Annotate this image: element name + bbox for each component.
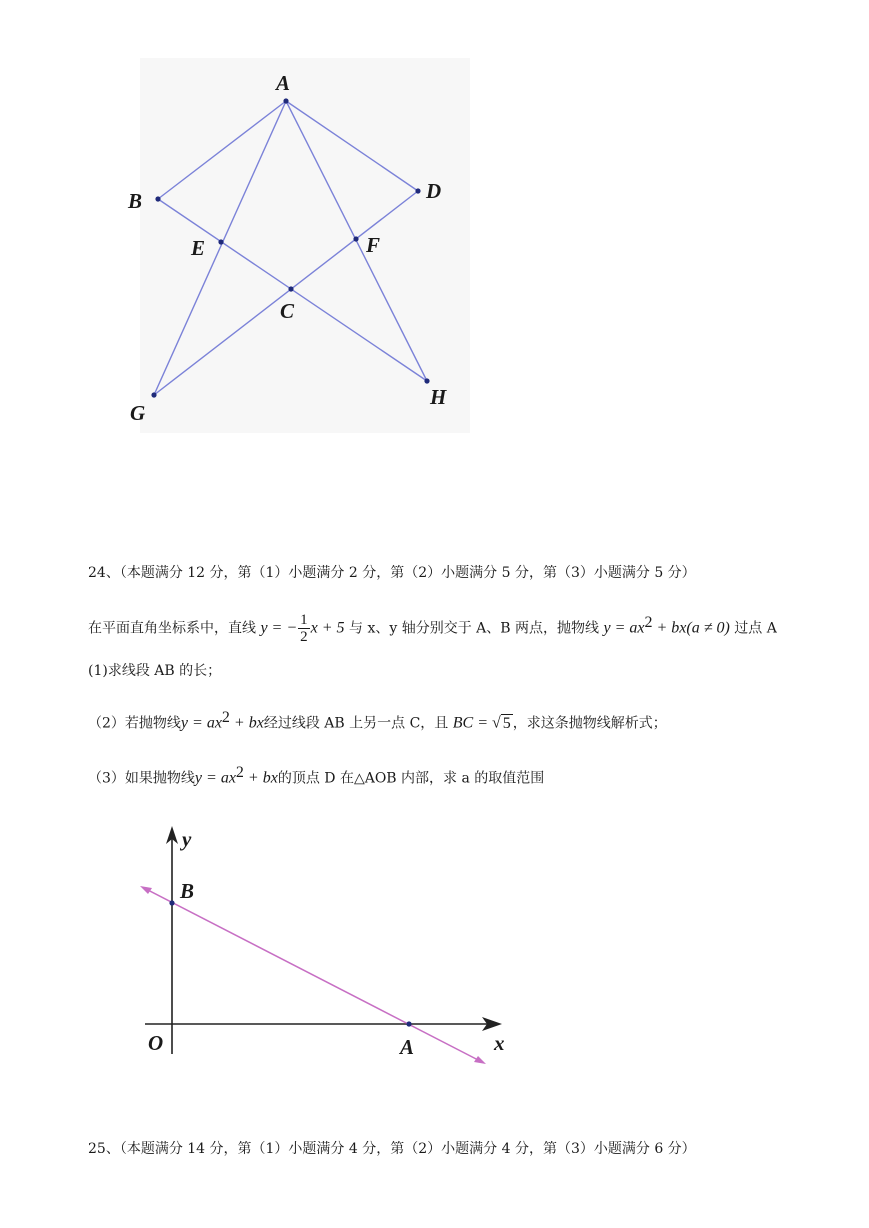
label-a: A <box>400 1035 415 1059</box>
bc-length: BC = <box>452 714 492 732</box>
origin-label: O <box>148 1031 164 1055</box>
line-equation-right: x + 5 <box>310 619 345 637</box>
label-b: B <box>180 879 195 903</box>
x-axis-label: x <box>494 1031 505 1055</box>
part3-equation-rest: + bx <box>243 769 278 787</box>
line-ab <box>144 888 482 1062</box>
label-c: C <box>280 299 295 323</box>
q24-part2-mid: 经过线段 AB 上另一点 C，且 <box>263 715 449 732</box>
line-equation-fraction <box>298 612 310 645</box>
fraction-numerator: 1 <box>300 612 308 629</box>
part2-equation-rest: + bx <box>229 714 264 732</box>
point-f <box>353 236 358 241</box>
label-a: A <box>276 71 291 95</box>
point-h <box>424 378 429 383</box>
label-b: B <box>128 189 143 213</box>
label-e: E <box>191 236 206 260</box>
parabola-exponent: 2 <box>644 614 653 631</box>
part2-exponent: 2 <box>221 709 230 726</box>
part3-exponent: 2 <box>235 764 244 781</box>
line-equation-left: y = − <box>260 619 298 637</box>
point-d <box>415 188 420 193</box>
q24-part2-suffix: ，求这条抛物线解析式； <box>512 715 667 732</box>
line-arrow-start-icon <box>140 886 152 894</box>
q25-header: 25、（本题满分 14 分，第（1）小题满分 4 分，第（2）小题满分 4 分，第（3）小题满分 6 分） <box>88 1141 696 1157</box>
sqrt-radicand: 5 <box>502 714 511 732</box>
point-e <box>218 239 223 244</box>
q24-part3 <box>88 762 544 790</box>
label-g: G <box>130 401 146 425</box>
label-f: F <box>366 233 381 257</box>
part2-equation: y = ax <box>180 714 222 732</box>
q24-part3-suffix: 的顶点 D 在△AOB 内部，求 a 的取值范围 <box>277 770 545 787</box>
q24-stem-prefix: 在平面直角坐标系中，直线 <box>88 620 256 637</box>
q24-part3-prefix: （3）如果抛物线 <box>88 770 195 787</box>
part3-equation: y = ax <box>194 769 236 787</box>
point-c <box>288 286 293 291</box>
parabola-equation: y = ax <box>603 619 645 637</box>
point-b <box>169 900 174 905</box>
geometry-figure-star <box>118 58 478 438</box>
q24-stem-mid: 与 x、y 轴分别交于 A、B 两点，抛物线 <box>349 620 600 637</box>
point-a <box>283 98 288 103</box>
q24-part1: (1)求线段 AB 的长； <box>88 663 222 679</box>
line-arrow-end-icon <box>474 1056 486 1064</box>
sqrt-five: √ 5 <box>492 714 511 732</box>
y-axis-label: y <box>182 827 192 851</box>
point-a <box>406 1021 411 1026</box>
coordinate-figure <box>130 822 530 1072</box>
q24-stem-suffix: 过点 A <box>734 620 777 637</box>
point-g <box>151 392 156 397</box>
q24-part2 <box>88 707 667 735</box>
q24-stem <box>88 606 777 646</box>
label-d: D <box>426 179 442 203</box>
q24-part2-prefix: （2）若抛物线 <box>88 715 181 732</box>
point-b <box>155 196 160 201</box>
q24-header: 24、（本题满分 12 分，第（1）小题满分 2 分，第（2）小题满分 5 分，第（3）小题满分 5 分） <box>88 565 696 581</box>
label-h: H <box>430 385 447 409</box>
fraction-denominator: 2 <box>300 629 308 646</box>
axes <box>145 832 498 1054</box>
parabola-equation-rest: + bx(a ≠ 0) <box>652 619 730 637</box>
